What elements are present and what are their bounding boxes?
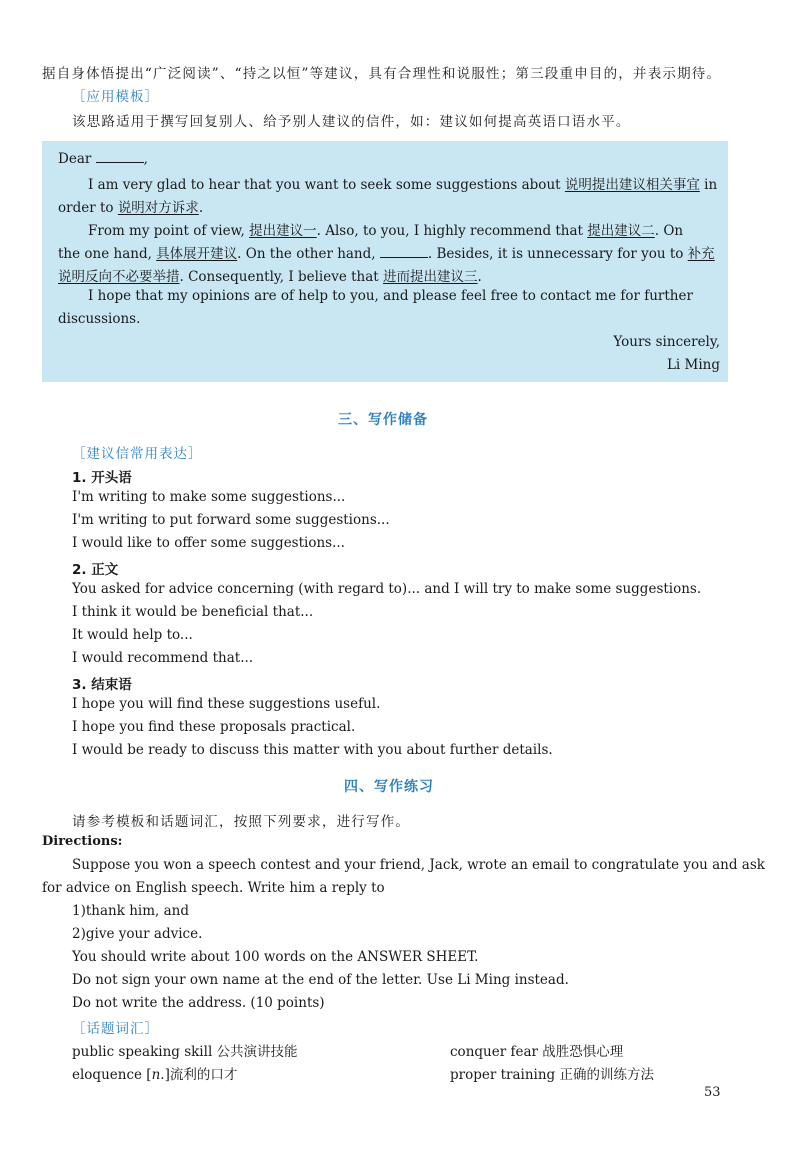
expression-opening-3: I would like to offer some suggestions...	[72, 535, 345, 551]
template-description: 该思路适用于撰写回复别人、给予别人建议的信件，如：建议如何提高英语口语水平。	[72, 114, 631, 130]
expression-body-4: I would recommend that...	[72, 650, 254, 666]
vocabulary-item-2: conquer fear 战胜恐惧心理	[450, 1044, 624, 1060]
expression-body-1: You asked for advice concerning (with regard to)... and I will try to make some suggestions.	[72, 581, 702, 597]
letter-paragraph-1-line-1: I am very glad to hear that you want to seek some suggestions about 说明提出建议相关事宜 in	[88, 177, 718, 193]
section-3-tag: ［建议信常用表达］	[72, 446, 203, 462]
letter-salutation: Dear ,	[58, 151, 148, 167]
vocabulary-item-1: public speaking skill 公共演讲技能	[72, 1044, 298, 1060]
letter-paragraph-2-line-2: the one hand, 具体展开建议. On the other hand, . Besides, it is unnecessary for you to 补充	[58, 246, 715, 262]
letter-paragraph-1-line-2: order to 说明对方诉求.	[58, 200, 204, 216]
directions-line-1: Suppose you won a speech contest and your friend, Jack, wrote an email to congratulate you and ask	[72, 857, 765, 873]
directions-line-7: Do not write the address. (10 points)	[72, 995, 325, 1011]
letter-signature: Li Ming	[666, 357, 720, 373]
intro-line: 据自身体悟提出“广泛阅读”、“持之以恒”等建议，具有合理性和说服性；第三段重申目的，并表示期待。	[42, 66, 722, 82]
vocabulary-item-4: proper training 正确的训练方法	[450, 1067, 654, 1083]
directions-line-3: 1)thank him, and	[72, 903, 189, 919]
heading-closing: 3. 结束语	[72, 677, 132, 693]
vocabulary-item-3: eloquence [n.]流利的口才	[72, 1067, 238, 1083]
section-4-title: 四、写作练习	[344, 779, 434, 795]
letter-paragraph-2-line-1: From my point of view, 提出建议一. Also, to you, I highly recommend that 提出建议二. On	[88, 223, 684, 239]
expression-opening-1: I'm writing to make some suggestions...	[72, 489, 346, 505]
expression-opening-2: I'm writing to put forward some suggestions...	[72, 512, 390, 528]
expression-body-2: I think it would be beneficial that...	[72, 604, 314, 620]
template-tag: ［应用模板］	[72, 89, 159, 105]
expression-closing-2: I hope you find these proposals practical.	[72, 719, 356, 735]
directions-line-5: You should write about 100 words on the ANSWER SHEET.	[72, 949, 479, 965]
expression-closing-1: I hope you will find these suggestions useful.	[72, 696, 381, 712]
directions-line-4: 2)give your advice.	[72, 926, 203, 942]
directions-line-2: for advice on English speech. Write him a reply to	[42, 880, 385, 896]
directions-line-6: Do not sign your own name at the end of the letter. Use Li Ming instead.	[72, 972, 569, 988]
heading-body: 2. 正文	[72, 562, 119, 578]
vocabulary-tag: ［话题词汇］	[72, 1021, 159, 1037]
expression-closing-3: I would be ready to discuss this matter with you about further details.	[72, 742, 553, 758]
letter-paragraph-3-line-1: I hope that my opinions are of help to you, and please feel free to contact me for further	[88, 288, 693, 304]
letter-paragraph-3-line-2: discussions.	[58, 311, 141, 327]
heading-opening: 1. 开头语	[72, 470, 132, 486]
directions-label: Directions:	[42, 834, 123, 849]
practice-intro: 请参考模板和话题词汇，按照下列要求，进行写作。	[72, 814, 411, 830]
letter-closing: Yours sincerely,	[613, 334, 720, 350]
page-number: 53	[704, 1085, 721, 1100]
letter-paragraph-2-line-3: 说明反向不必要举措. Consequently, I believe that 进而提出建议三.	[58, 269, 482, 285]
section-3-title: 三、写作储备	[338, 412, 428, 428]
expression-body-3: It would help to...	[72, 627, 193, 643]
